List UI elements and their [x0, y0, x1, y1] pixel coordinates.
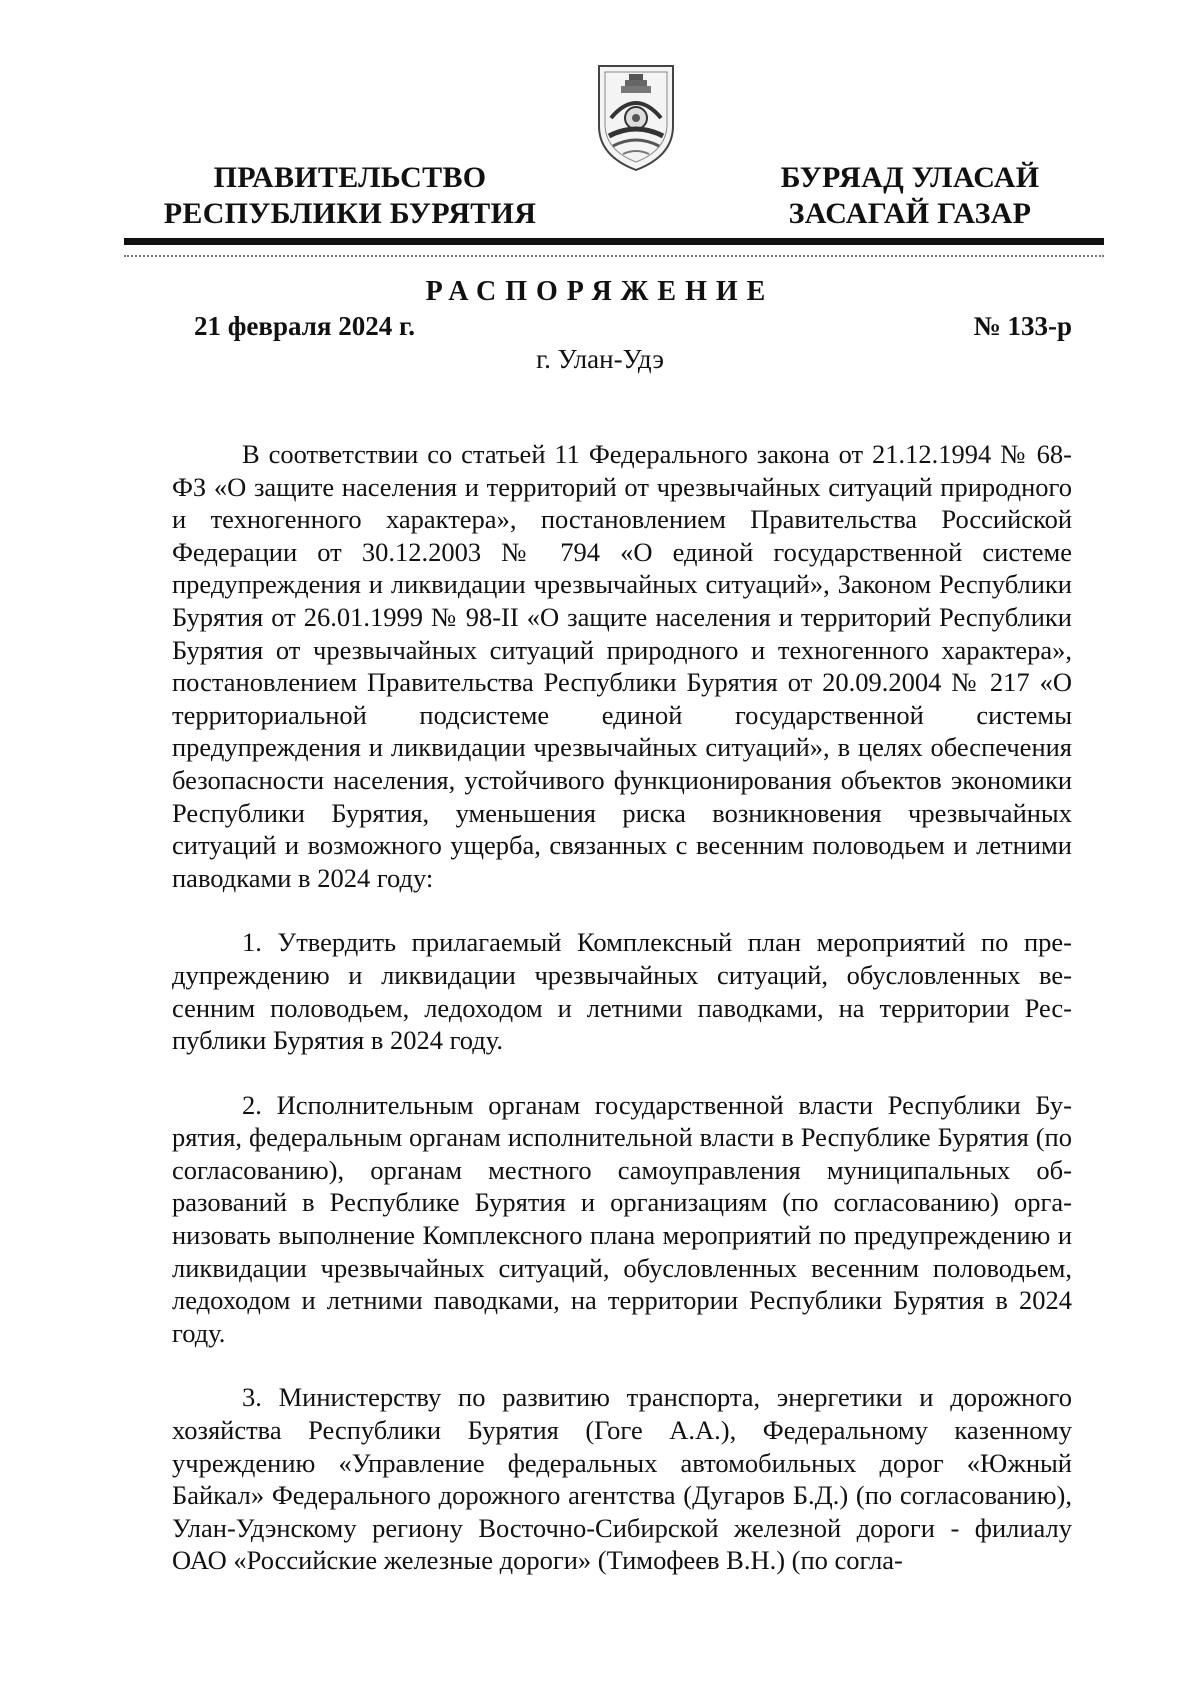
document-type: РАСПОРЯЖЕНИЕ: [425, 276, 775, 307]
government-name-line1: ПРАВИТЕЛЬСТВО: [213, 161, 487, 194]
preamble-paragraph: В соответствии со статьей 11 Федерального закона от 21.12.1994 № 68-ФЗ «О защите населения и территорий от чрезвычайных ситуаций природного и техногенного характера», постановлением Правительства Российской Федерации от 30.12.2003 № 794 «О единой государственной системе предупреждения и ликвидации чрезвычайных ситуаций», Законом Республики Бурятия от 26.01.1999 № 98-II «О защите населения и территорий Республики Бурятия от чрезвычайных ситуаций природного и техногенного характера», постановлением Правительства Республики Бурятия от 20.09.2004 № 217 «О территориальной подсистеме единой государственной системы предупреждения и ликвидации чрезвычайных ситуаций», в целях обеспечения безопасности населения, устойчивого функционирования объектов экономики Республики Бурятия, уменьшения риска возникновения чрезвычайных ситуаций и возможного ущерба, связанных с весенним половодьем и летними паводками в 2024 году:: [172, 439, 1072, 893]
government-name-russian: [150, 160, 550, 232]
government-name-buryat: [755, 160, 1065, 232]
coat-of-arms-icon: [591, 56, 681, 174]
document-number: № 133-р: [973, 311, 1072, 341]
government-name-line2: РЕСПУБЛИКИ БУРЯТИЯ: [163, 197, 537, 230]
header-divider-thick: [124, 238, 1104, 245]
clause-2-paragraph: 2. Исполнительным органам государственной власти Республики Бурятия, федеральным органам исполнительной власти в Республике Бурятия (по согласованию), органам местного самоуправления муниципальных образований в Республике Бурятия и организациям (по согласованию) организовать выполнение Комплексного плана мероприятий по предупреждению и ликвидации чрезвычайных ситуаций, обусловленных весенним половодьем, ледоходом и летними паводками, на территории Республики Бурятия в 2024 году.: [172, 1089, 1072, 1348]
government-name-buryat-line2: ЗАСАГАЙ ГАЗАР: [788, 197, 1032, 230]
clause-3-paragraph: 3. Министерству по развитию транспорта, энергетики и дорожного хозяйства Республики Бурятия (Гоге А.А.), Федеральному казенному учреждению «Управление федеральных автомобильных дорог «Южный Байкал» Федерального дорожного агентства (Дугаров Б.Д.) (по согласованию), Улан-Удэнскому региону Восточно-Сибирской железной дороги - филиалу ОАО «Российские железные дороги» (Тимофеев В.Н.) (по согла-: [172, 1382, 1072, 1576]
document-date: 21 февраля 2024 г.: [194, 311, 415, 341]
header-divider-thin: [124, 255, 1104, 257]
clause-1-paragraph: 1. Утвердить прилагаемый Комплексный план мероприятий по предупреждению и ликвидации чрезвычайных ситуаций, обусловленных весенним половодьем, ледоходом и летними паводками, на территории Республики Бурятия в 2024 году.: [172, 927, 1072, 1056]
document-city: г. Улан-Удэ: [536, 344, 664, 374]
document-body: [172, 438, 1072, 1577]
government-name-buryat-line1: БУРЯАД УЛАСАЙ: [780, 161, 1040, 194]
